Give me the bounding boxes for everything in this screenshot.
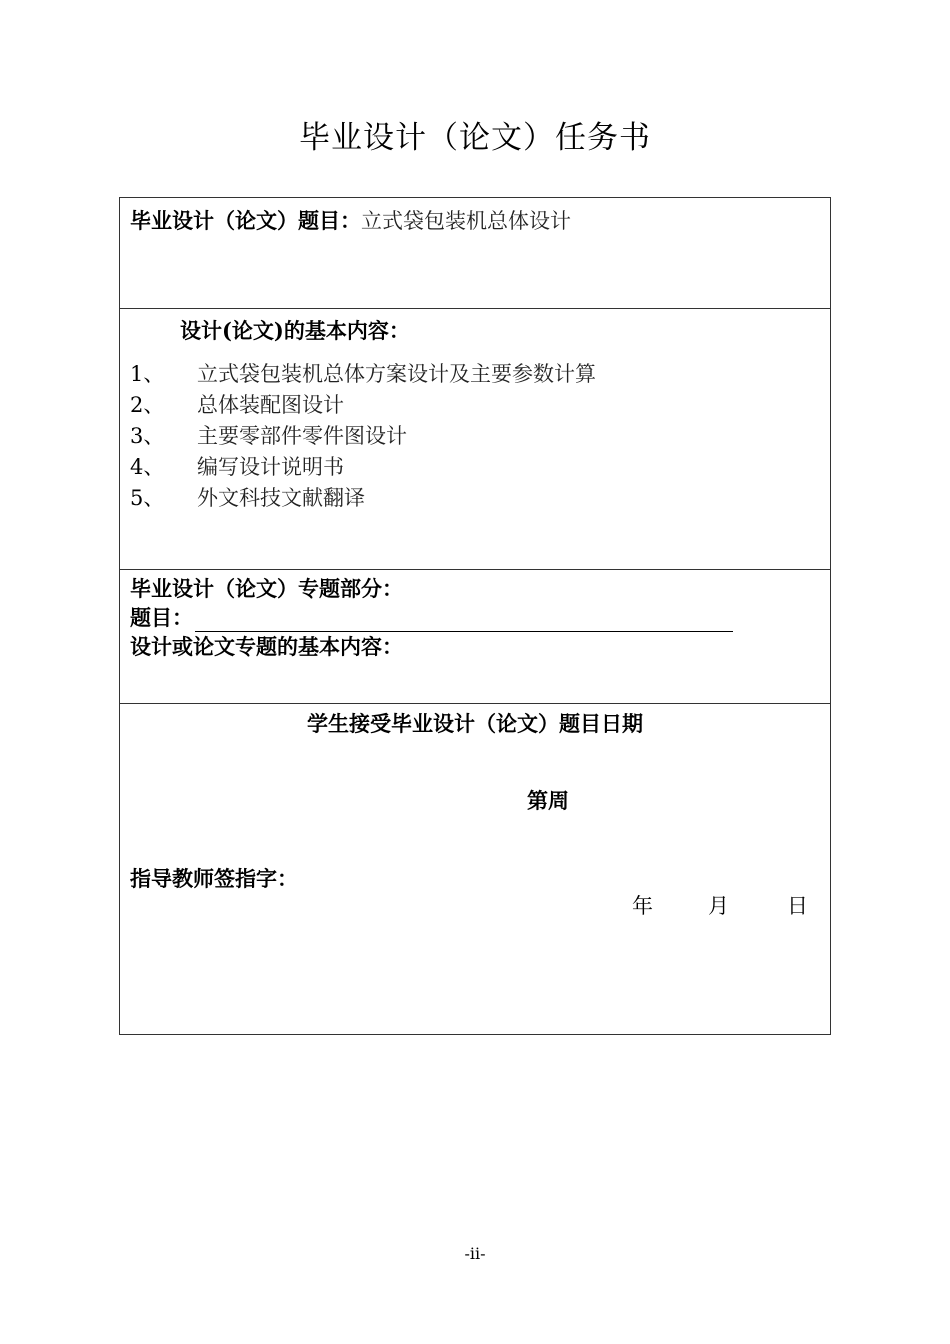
list-item-number: 2、 xyxy=(130,393,165,417)
task-form-table xyxy=(119,197,831,1035)
list-item-text: 外文科技文献翻译 xyxy=(197,486,365,510)
content-row xyxy=(120,309,830,570)
list-item-text: 主要零部件零件图设计 xyxy=(197,424,407,448)
page-number: -ii- xyxy=(464,1244,486,1263)
list-item-number: 3、 xyxy=(130,424,165,448)
content-heading: 设计(论文)的基本内容： xyxy=(180,318,410,343)
list-item-number: 1、 xyxy=(130,362,165,386)
accept-heading: 学生接受毕业设计（论文）题目日期 xyxy=(307,711,643,736)
signature-label: 指导教师签指字： xyxy=(130,866,298,891)
topic-line xyxy=(130,205,571,235)
page-title: 毕业设计（论文）任务书 xyxy=(299,120,651,156)
list-item-number: 4、 xyxy=(130,455,165,479)
date-year: 年 xyxy=(632,894,653,918)
topic-row xyxy=(120,198,830,309)
special-row xyxy=(120,570,830,704)
list-item-text: 编写设计说明书 xyxy=(197,455,344,479)
list-item-text: 总体装配图设计 xyxy=(197,393,344,417)
date-day: 日 xyxy=(787,894,808,918)
special-content-label: 设计或论文专题的基本内容： xyxy=(130,634,403,659)
special-topic-line xyxy=(130,602,733,632)
special-heading: 毕业设计（论文）专题部分： xyxy=(130,576,403,601)
list-item-number: 5、 xyxy=(130,486,165,510)
topic-value: 立式袋包装机总体设计 xyxy=(361,209,571,233)
accept-row xyxy=(120,704,830,1034)
date-month: 月 xyxy=(708,894,729,918)
special-topic-label: 题目： xyxy=(130,605,193,630)
list-item-text: 立式袋包装机总体方案设计及主要参数计算 xyxy=(197,362,596,386)
week-label: 第周 xyxy=(527,788,569,813)
topic-label: 毕业设计（论文）题目： xyxy=(130,208,361,233)
special-topic-blank xyxy=(195,611,733,632)
